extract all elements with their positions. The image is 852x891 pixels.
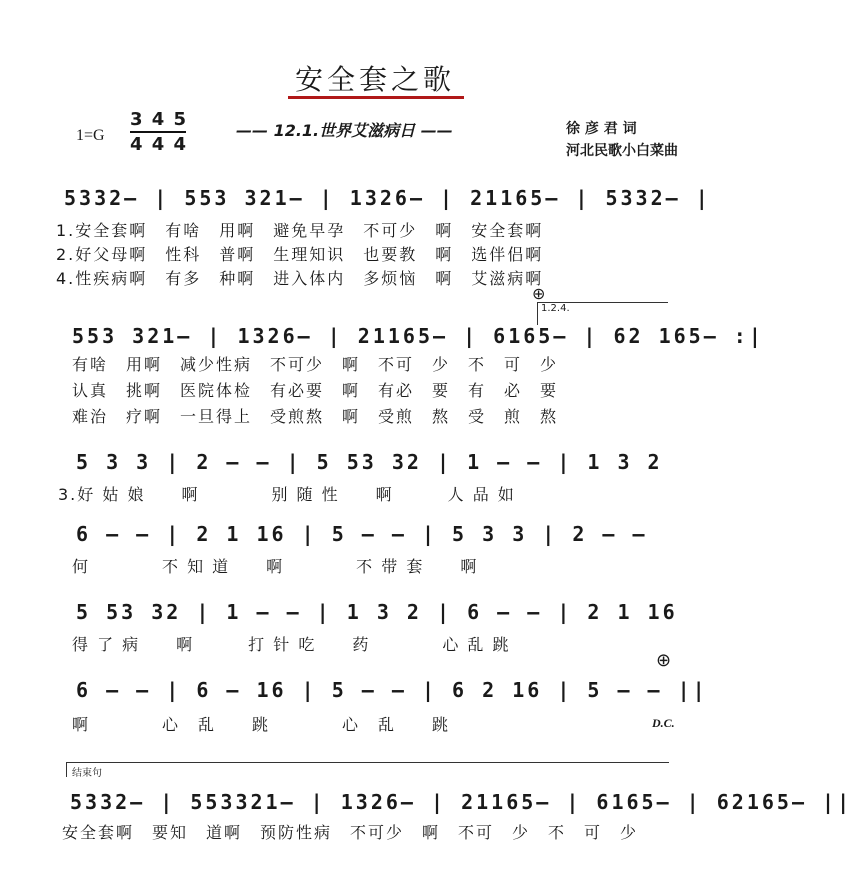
lyric-line-1-verse-2: 2.好父母啊 性科 普啊 生理知识 也要教 啊 选伴侣啊 <box>56 245 544 264</box>
composer-credit: 河北民歌小白菜曲 <box>566 143 678 159</box>
lyric-line-5: 得 了 病 啊 打 针 吃 药 心 乱 跳 <box>72 635 511 654</box>
notation-line-3: 5 3 3 | 2 – – | 5 53 32 | 1 – – | 1 3 2 <box>76 450 663 474</box>
song-title: 安全套之歌 <box>294 63 455 96</box>
lyric-line-6: 啊 心 乱 跳 心 乱 跳 <box>72 715 451 734</box>
da-capo-mark: D.C. <box>652 716 675 730</box>
ending-label: 结束句 <box>72 768 102 779</box>
coda-sign-2: ⊕ <box>656 650 672 671</box>
coda-sign: ⊕ <box>532 284 546 303</box>
lyric-line-2-verse-4: 难治 疗啊 一旦得上 受煎熬 啊 受煎 熬 受 煎 熬 <box>72 407 559 426</box>
title-underline <box>288 96 464 99</box>
meter-top-3: 5 <box>173 109 186 130</box>
key-signature: 1=G <box>76 127 105 144</box>
lyric-ending: 安全套啊 要知 道啊 预防性病 不可少 啊 不可 少 不 可 少 <box>62 823 639 842</box>
meter-bottom-1: 4 <box>130 134 143 155</box>
notation-line-6: 6 – – | 6 – 16 | 5 – – | 6 2 16 | 5 – – || <box>76 678 708 702</box>
meter-top-1: 3 <box>130 109 143 130</box>
subtitle: —— 12.1.世界艾滋病日 —— <box>236 121 453 140</box>
notation-ending: 5332– | 553321– | 1326– | 21165– | 6165– | 62165– || <box>70 790 852 814</box>
time-signature <box>130 110 186 154</box>
volta-label: 1.2.4. <box>541 303 570 314</box>
meter-top-2: 4 <box>151 109 165 130</box>
lyric-line-2-verse-2: 认真 挑啊 医院体检 有必要 啊 有必 要 有 必 要 <box>72 381 559 400</box>
lyric-line-1-verse-4: 4.性疾病啊 有多 种啊 进入体内 多烦恼 啊 艾滋病啊 <box>56 269 544 288</box>
meter-bottom-2: 4 <box>151 134 165 155</box>
notation-line-5: 5 53 32 | 1 – – | 1 3 2 | 6 – – | 2 1 16 <box>76 600 678 624</box>
lyric-line-3: 3.好 姑 娘 啊 别 随 性 啊 人 品 如 <box>58 485 516 504</box>
lyric-line-1-verse-1: 1.安全套啊 有啥 用啊 避免早孕 不可少 啊 安全套啊 <box>56 221 544 240</box>
ending-bracket <box>66 762 669 777</box>
lyricist-credit: 徐 彦 君 词 <box>566 121 637 137</box>
lyric-line-4: 何 不 知 道 啊 不 带 套 啊 <box>72 557 479 576</box>
lyric-line-2-verse-1: 有啥 用啊 减少性病 不可少 啊 不可 少 不 可 少 <box>72 355 559 374</box>
meter-bottom-3: 4 <box>173 134 186 155</box>
notation-line-1: 5332– | 553 321– | 1326– | 21165– | 5332– | <box>64 186 711 210</box>
notation-line-2: 553 321– | 1326– | 21165– | 6165– | 62 165– :| <box>72 324 764 348</box>
notation-line-4: 6 – – | 2 1 16 | 5 – – | 5 3 3 | 2 – – <box>76 522 648 546</box>
